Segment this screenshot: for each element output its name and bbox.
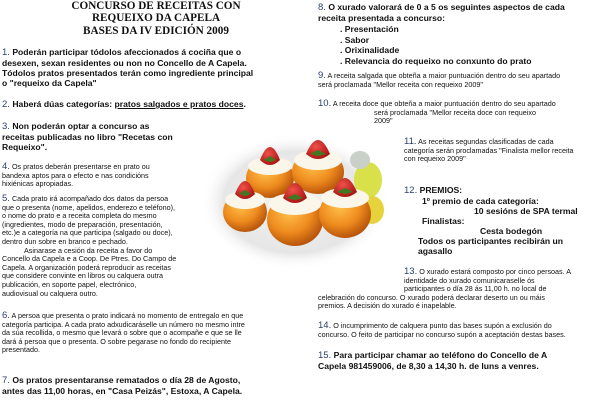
dessert-photo xyxy=(200,130,390,270)
title-line-2: REQUEIXO DA CAPELA xyxy=(91,12,221,25)
rule-11: 11. As receitas segundas clasificadas de cada categoría serán proclamadas "Finalista mellor receita con requeixo 2009" xyxy=(404,136,574,164)
title-line-1: CONCURSO DE RECEITAS CON xyxy=(71,0,241,12)
rule-14: 14. O incumprimento de calquera punto das bases supón a exclusión do concurso. O feito de participar no concurso supón a aceptación destas bases. xyxy=(318,320,566,339)
document-title xyxy=(0,0,312,37)
rule-6: 6. A persoa que presenta o prato indicará no momento de entregalo en que categoría participa. A cada prato adxudicaráselle un número no mesmo intre da súa recollida, o mesmo que levará o sobre que o acompañe e que se lle dará á persoa que o presenta. O sobre pegarase no fondo do recipiente presentado. xyxy=(2,310,245,355)
rule-8: 8. O xurado valorará de 0 a 5 os seguintes aspectos de cada receita presentada a concurso: xyxy=(318,2,565,23)
criteria-item: . Presentación xyxy=(340,24,399,34)
rule-4: 4. Os pratos deberán presentarse en prato ou bandexa aptos para o efecto e nas condicións hixiénicas apropiadas. xyxy=(2,161,150,189)
rule-12: 12. PREMIOS: 1º premio de cada categoría: 10 sesións de SPA termal Finalistas: Cesta bodegón Todos os participantes recibirán un agasallo xyxy=(404,185,578,256)
rule-2: 2. Haberá dúas categorías: pratos salgados e pratos doces. xyxy=(2,99,246,110)
rule-7: 7. Os pratos presentaranse rematados o día 28 de Agosto, antes das 11,00 horas, en "Casa Peizás", Estoxa, A Capela. xyxy=(2,375,243,396)
criteria-list xyxy=(340,24,531,66)
rule-15: 15. Para participar chamar ao teléfono do Concello de A Capela 981459006, de 8,30 a 14,30 h. de luns a venres. xyxy=(318,350,548,371)
rule-5: 5. Cada prato irá acompañado dos datos da persoa que o presenta (nome, apelidos, enderezo e teléfono), o nome do prato e a receita completa do mesmo (ingredientes, modo de preparación, presentación, etc.)e a categoría na que participa (salgado ou doce), dentro dun sobre en branco e pechado. Asinarase a cesión da receita a favor do Concello da Capela e a Coop. De Ptres. Do Campo de Capela. A organización poderá reproducir as receitas que considere convinte en libros ou calquera outra publicación, en soporte papel, electrónico, audiovisual ou calquera outro. xyxy=(2,193,177,298)
rule-13: 13. O xurado estará composto por cinco persoas. A identidade do xurado comunicaraselle ós participantes o día 28 ás 11,00 h. no local de celebración do concurso. O xurado poderá declarar deserto un ou máis premios. A decisión do xurado é inapelable. xyxy=(318,266,572,311)
rule-9: 9. A receita salgada que obteña a maior puntuación dentro do seu apartado será proclamada "Mellor receita con requeixo 2009" xyxy=(318,70,561,89)
criteria-item: . Sabor xyxy=(340,34,370,45)
title-line-3: BASES DA IV EDICIÓN 2009 xyxy=(83,24,229,37)
rule-3: 3. Non poderán optar a concurso as receitas publicadas no libro "Recetas con Requeixo". xyxy=(2,121,173,152)
criteria-item: . Orixinalidade xyxy=(340,45,400,55)
rule-10: 10. A receita doce que obteña a maior puntuación dentro do seu apartado será proclamada "Mellor receita doce con requeixo 2009" xyxy=(318,98,556,126)
criteria-item: . Relevancia do requeixo no conxunto do prato xyxy=(340,55,532,66)
rule-1: 1. Poderán participar tódolos afeccionados á cociña que o desexen, sexan residentes ou non no Concello de A Capela. Tódolos pratos presentados terán como ingrediente principal o "requeixo da Capela" xyxy=(2,47,254,88)
